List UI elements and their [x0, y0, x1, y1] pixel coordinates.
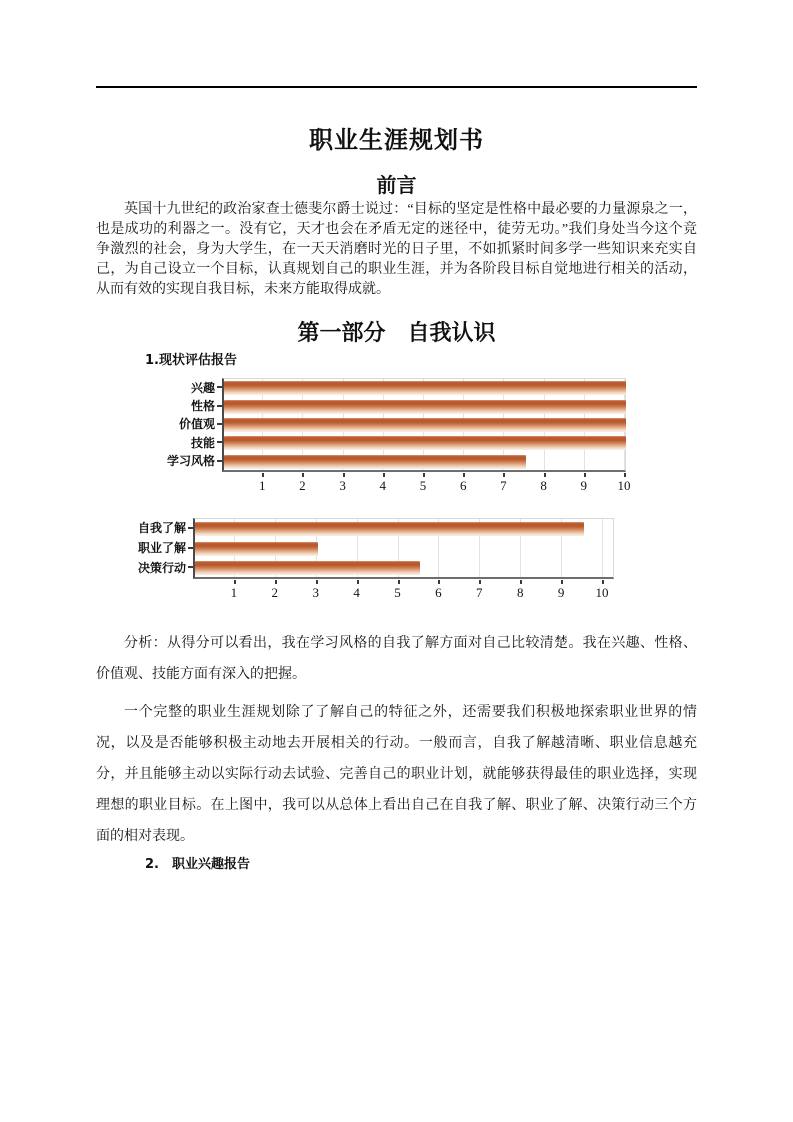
x-tick-label: 6	[459, 478, 467, 493]
x-axis-tick	[357, 580, 359, 584]
y-axis-tick	[217, 441, 222, 443]
x-tick-label: 9	[580, 478, 588, 493]
x-axis-tick	[302, 473, 304, 477]
document-title: 职业生涯规划书	[309, 126, 484, 154]
x-tick-label: 9	[557, 585, 565, 600]
y-axis-tick	[188, 547, 193, 549]
x-axis-tick	[423, 473, 425, 477]
y-axis-tick	[188, 566, 193, 568]
career-readiness-chart	[137, 518, 629, 604]
preface-paragraph: 英国十九世纪的政治家查士德斐尔爵士说过：“目标的坚定是性格中最必要的力量源泉之一，也是成功的利器之一。没有它，天才也会在矛盾无定的迷径中，徒劳无功。”我们身处当今这个竞争激烈的社会，身为大学生，在一天天消磨时光的日子里，不如抓紧时间多学一些知识来充实自己，为自己设立一个目标，认真规划自己的职业生涯，并为各阶段目标自觉地进行相关的活动，从而有效的实现自我目标，未来方能取得成就。	[96, 202, 697, 297]
x-axis-tick	[316, 580, 318, 584]
bar-学习风格	[224, 455, 526, 469]
x-tick-label: 10	[595, 585, 609, 600]
x-tick-label: 4	[379, 478, 387, 493]
x-axis-tick	[463, 473, 465, 477]
bar-技能	[224, 436, 626, 450]
x-axis-tick	[503, 473, 505, 477]
x-tick-label: 1	[230, 585, 238, 600]
subsection2-heading: 2. 职业兴趣报告	[145, 857, 250, 872]
bar-价值观	[224, 418, 626, 432]
bar-自我了解	[195, 522, 584, 536]
x-axis-tick	[398, 580, 400, 584]
x-axis-tick	[383, 473, 385, 477]
status-assessment-chart	[150, 378, 640, 496]
category-label: 兴趣	[190, 380, 215, 395]
category-label: 自我了解	[137, 521, 186, 536]
x-axis-tick	[624, 473, 626, 477]
bar-职业了解	[195, 542, 318, 556]
x-axis-tick	[561, 580, 563, 584]
bar-兴趣	[224, 381, 626, 395]
x-tick-label: 7	[476, 585, 483, 600]
category-label: 学习风格	[166, 454, 215, 469]
x-axis-tick	[438, 580, 440, 584]
header-rule	[96, 86, 697, 88]
bar-性格	[224, 400, 626, 414]
x-tick-label: 1	[258, 478, 266, 493]
x-tick-label: 2	[271, 585, 279, 600]
x-tick-label: 8	[540, 478, 547, 493]
category-label: 性格	[190, 399, 215, 414]
x-tick-label: 5	[419, 478, 427, 493]
plot-area	[222, 378, 626, 472]
x-axis-tick	[343, 473, 345, 477]
x-tick-label: 3	[339, 478, 346, 493]
discussion-paragraph: 一个完整的职业生涯规划除了了解自己的特征之外，还需要我们积极地探索职业世界的情况，以及是否能够积极主动地去开展相关的行动。一般而言，自我了解越清晰、职业信息越充分，并且能够主动以实际行动去试验、完善自己的职业计划，就能够获得最佳的职业选择，实现理想的职业目标。在上图中，我可以从总体上看出自己在自我了解、职业了解、决策行动三个方面的相对表现。	[96, 705, 697, 844]
x-axis-tick	[262, 473, 264, 477]
x-axis-tick	[520, 580, 522, 584]
subsection1-heading: 1.现状评估报告	[145, 353, 237, 368]
category-label: 技能	[190, 435, 215, 450]
category-label: 职业了解	[137, 541, 186, 556]
x-tick-label: 4	[353, 585, 360, 600]
plot-area	[193, 518, 614, 579]
gridline	[602, 519, 603, 577]
x-tick-label: 3	[312, 585, 319, 600]
x-axis-tick	[479, 580, 481, 584]
section1-heading: 第一部分 自我认识	[297, 321, 496, 346]
y-axis-tick	[217, 405, 222, 407]
x-axis-tick	[234, 580, 236, 584]
x-axis-tick	[544, 473, 546, 477]
x-tick-label: 2	[299, 478, 306, 493]
x-axis-tick	[275, 580, 277, 584]
category-label: 决策行动	[137, 560, 186, 575]
x-tick-label: 5	[394, 585, 401, 600]
x-axis-tick	[584, 473, 586, 477]
y-axis-tick	[188, 527, 193, 529]
y-axis-tick	[217, 423, 222, 425]
x-tick-label: 10	[617, 478, 631, 493]
category-label: 价值观	[178, 417, 215, 432]
x-tick-label: 6	[435, 585, 442, 600]
y-axis-tick	[217, 460, 222, 462]
x-axis-tick	[602, 580, 604, 584]
preface-heading: 前言	[376, 173, 417, 197]
analysis-paragraph: 分析：从得分可以看出，我在学习风格的自我了解方面对自己比较清楚。我在兴趣、性格、价值观、技能方面有深入的把握。	[96, 636, 697, 682]
y-axis-tick	[217, 386, 222, 388]
bar-决策行动	[195, 561, 420, 575]
x-tick-label: 8	[516, 585, 524, 600]
x-tick-label: 7	[500, 478, 507, 493]
